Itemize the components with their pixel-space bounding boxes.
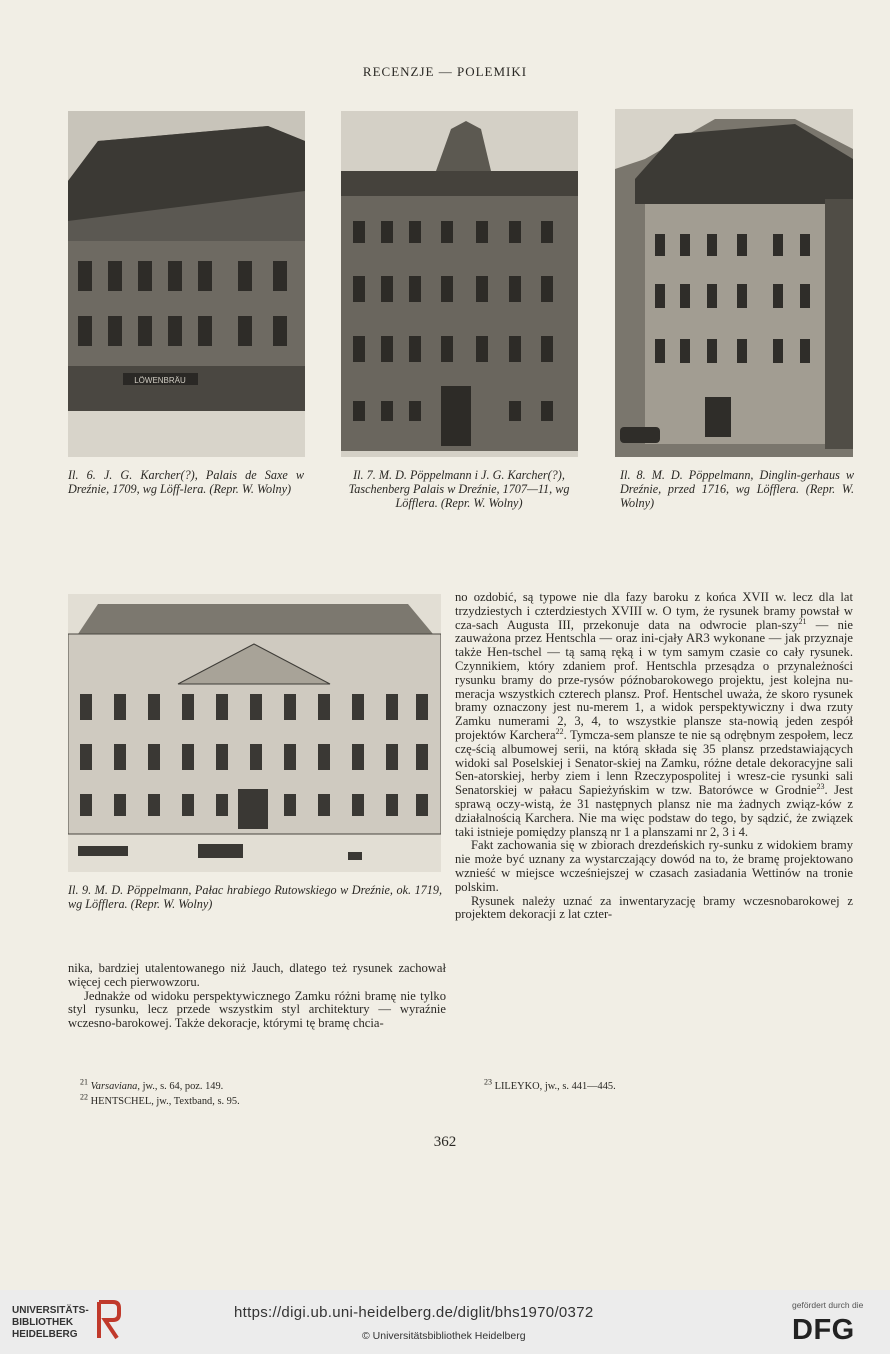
footnote-ref-21[interactable]: 21 [798,616,807,626]
footnote-21: $^{21}$ Varsaviana, jw., s. 64, poz. 149. [80,1077,224,1092]
digitization-footer [0,1290,890,1354]
caption-fig-7: Il. 7. M. D. Pöppelmann i J. G. Karcher(?), Taschenberg Palais w Dreźnie, 1707—11, wg Löfflera. (Repr. W. Wolny) [348,468,570,510]
paragraph: Fakt zachowania się w zbiorach drezdeńskich ry-sunku z widokiem bramy nie może być uznany za wystarczający dowód na to, że bramę projektowano wznieść w miejsce wcześniejszej w czasach zasiadania Wettinów na tronie polskim. [455,838,853,894]
copyright-notice: © Universitätsbibliothek Heidelberg [362,1330,526,1342]
right-column-text [455,591,853,922]
footnote-22: $^{22}$ HENTSCHEL, jw., Textband, s. 95. [80,1092,240,1107]
dfg-logo[interactable]: DFG [792,1314,855,1346]
paragraph: Jednakże od widoku perspektywicznego Zamku różni bramę nie tylko styl rysunku, lecz przede wszystkim styl architektury — wyraźnie wczesno-barokowej. Także dekoracje, którymi tę bramę chcia- [68,988,446,1031]
library-logo-text[interactable]: UNIVERSITÄTS- BIBLIOTHEK HEIDELBERG [12,1305,89,1340]
paragraph: Rysunek należy uznać za inwentaryzację bramy wczesnobarokowej z projektem dekoracji z lat czter- [455,893,853,922]
left-column-text [68,962,446,1031]
caption-fig-9: Il. 9. M. D. Pöppelmann, Pałac hrabiego Rutowskiego w Dreźnie, ok. 1719, wg Löfflera. (Repr. W. Wolny) [68,883,442,911]
paragraph: nika, bardziej utalentowanego niż Jauch, dlatego też rysunek zachował więcej cech pierwowzoru. [68,961,446,989]
photo-palais-de-saxe [68,111,305,457]
photo-rutowski-palace [68,594,441,872]
page-number: 362 [433,1134,457,1150]
photo-dinglingerhaus [615,109,853,457]
shop-sign: LÖWENBRÄU [134,376,186,385]
library-logo-icon[interactable] [93,1298,123,1342]
running-header: RECENZJE — POLEMIKI [362,64,528,79]
paragraph: no ozdobić, są typowe nie dla fazy baroku z końca XVII w. lecz dla lat trzydziestych i czterdziestych XVIII w. O tym, że rysunek bramy powstał w cza-sach Augusta III, przekonuje data na odwrocie plan-szy$^{21}$ — nie zauważona przez Hentschla — oraz ini-cjały AR3 wykonane — jak przyznaje także Hen-tschel — tą samą ręką i w tym samym czasie co cały rysunek. Czynnikiem, który zdaniem prof. Hentschla przesądza o przynależności rysunku bramy do prze-rysów późnobarokowego projektu, jest kolejna nu-meracja wszystkich czterech plansz. Prof. Hentschel uważa, że skoro rysunek bramy oznaczony jest nu-merem 1, a widok perspektywiczny i dwa rzuty Zamku numerami 2, 3, 4, to wszystkie plansze sta-nowią jeden zespół projektów Karchera$^{22}$. Tymcza-sem plansze te nie są odrębnym zespołem, lecz czę-ścią albumowej serii, na którą składa się 35 plansz przedstawiających widoki sal Poselskiej i Senator-skiej na Zamku, różne detale dekoracyjne sali Sen-atorskiej, herby ziem i lenn Rzeczypospolitej i wresz-cie rysunki sali Senatorskiej w pałacu Sapieżyńskim w tzw. Batorówce w Grodnie$^{23}$. Jest sprawą oczy-wistą, że 31 następnych plansz nie ma żadnych związ-ków z działalnością Karchera. Nie ma więc podstaw do tego, by sądzić, że związek taki istnieje pomiędzy planszą nr 1 a planszami nr 2, 3 i 4. [455,590,853,839]
funding-label: gefördert durch die [792,1300,864,1310]
footnote-ref-22[interactable]: 22 [555,726,564,736]
footnote-ref-23[interactable]: 23 [816,781,825,791]
footnote-23: $^{23}$ LILEYKO, jw., s. 441—445. [484,1077,616,1092]
photo-taschenberg-palais [341,111,578,457]
caption-fig-8: Il. 8. M. D. Pöppelmann, Dinglin-gerhaus w Dreźnie, przed 1716, wg Löfflera. (Repr. W. Wolny) [620,468,854,510]
page-url-link[interactable]: https://digi.ub.uni-heidelberg.de/diglit/bhs1970/0372 [234,1304,594,1321]
caption-fig-6: Il. 6. J. G. Karcher(?), Palais de Saxe w Dreźnie, 1709, wg Löff-lera. (Repr. W. Wolny) [68,468,304,496]
